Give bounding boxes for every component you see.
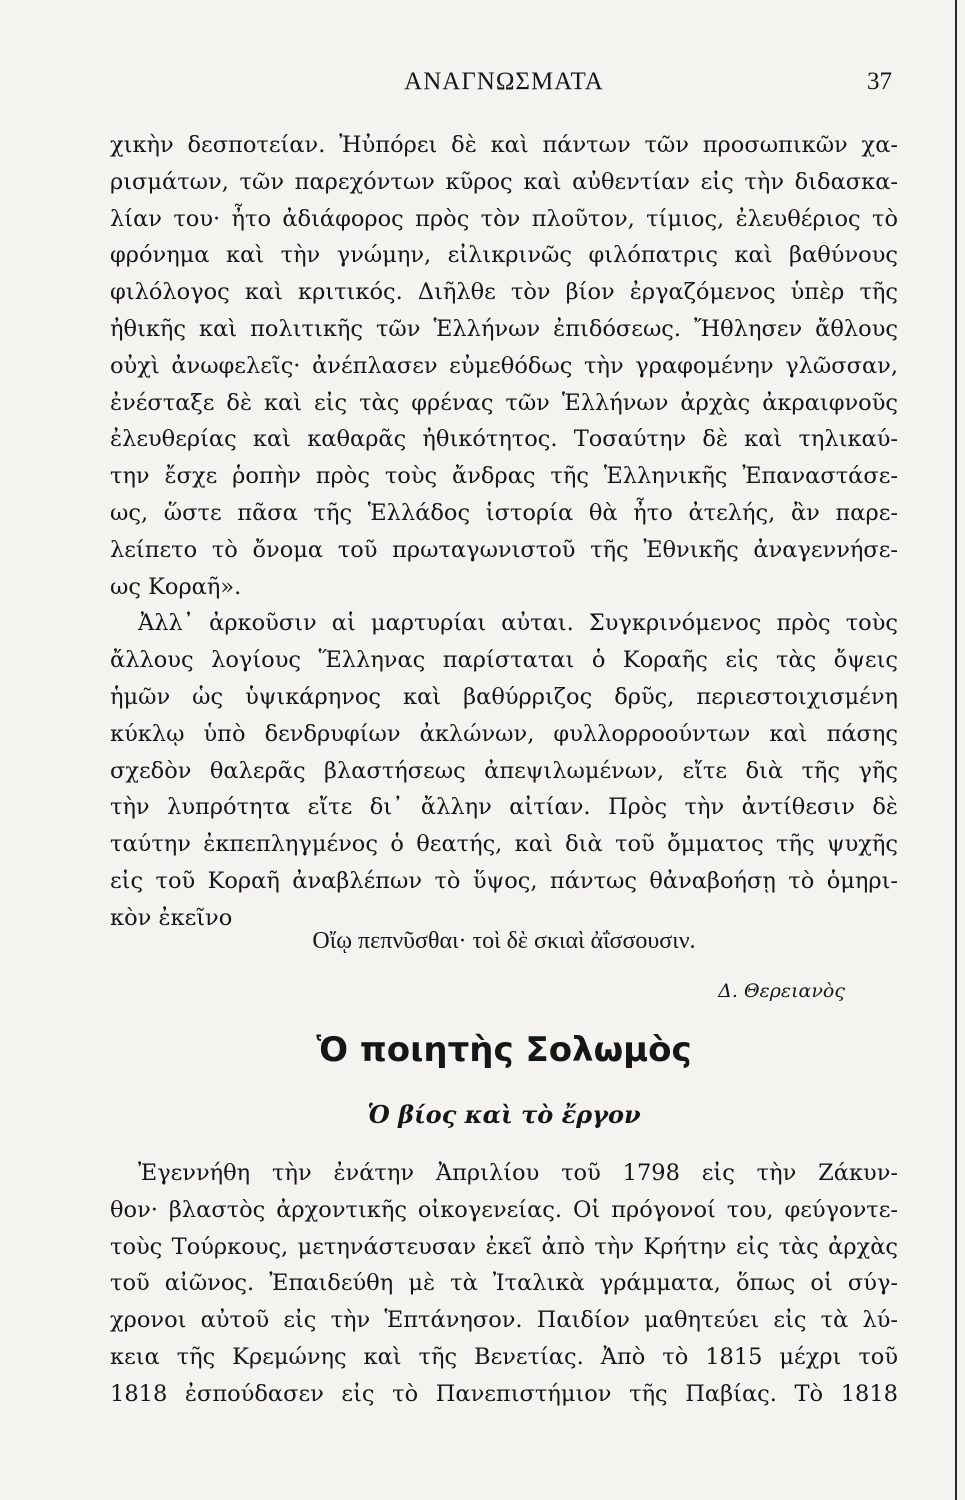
text-line: 1818 ἐσπούδασεν εἰς τὸ Πανεπιστήμιον τῆς Παβίας. Τὸ 1818 <box>110 1380 898 1407</box>
text-line: κὸν ἐκεῖνο <box>110 904 233 931</box>
text-line: θον· βλαστὸς ἀρχοντικῆς οἰκογενείας. Οἱ πρόγονοί του, φεύγοντε- <box>110 1196 898 1223</box>
text-line: την ἔσχε ῥοπὴν πρὸς τοὺς ἄνδρας τῆς Ἑλληνικῆς Ἐπαναστάσε- <box>110 463 898 490</box>
text-line: τοὺς Τούρκους, μετηνάστευσαν ἐκεῖ ἀπὸ τὴν Κρήτην εἰς τὰς ἀρχὰς <box>110 1233 898 1260</box>
text-line: κύκλῳ ὑπὸ δενδρυφίων ἀκλώνων, φυλλορροούντων καὶ πάσης <box>110 720 898 747</box>
text-line: τοῦ αἰῶνος. Ἐπαιδεύθη μὲ τὰ Ἰταλικὰ γράμματα, ὅπως οἱ σύγ- <box>110 1270 898 1297</box>
text-line: ρισμάτων, τῶν παρεχόντων κῦρος καὶ αὐθεντίαν εἰς τὴν διδασκα- <box>110 168 898 195</box>
passage-solomos <box>110 1155 898 1413</box>
text-line: λίαν του· ἦτο ἀδιάφορος πρὸς τὸν πλοῦτον, τίμιος, ἐλευθέριος τὸ <box>110 205 898 232</box>
text-line: ἐλευθερίας καὶ καθαρᾶς ἠθικότητος. Τοσαύτην δὲ καὶ τηλικαύ- <box>110 426 898 453</box>
text-line: τὴν λυπρότητα εἴτε δι᾽ ἄλλην αἰτίαν. Πρὸς τὴν ἀντίθεσιν δὲ <box>110 794 898 821</box>
text-line: ως Κοραῆ». <box>110 573 242 600</box>
author-signature: Δ. Θερειανὸς <box>718 980 845 1002</box>
homeric-verse-quote: Οἴῳ πεπνῦσθαι· τοὶ δὲ σκιαὶ ἀΐσσουσιν. <box>312 928 696 954</box>
text-line: εἰς τοῦ Κοραῆ ἀναβλέπων τὸ ὕψος, πάντως θἀναβοήσῃ τὸ ὁμηρι- <box>110 867 898 894</box>
text-line: σχεδὸν θαλερᾶς βλαστήσεως ἀπεψιλωμένων, εἴτε διὰ τῆς γῆς <box>110 757 898 784</box>
text-line: ἠθικῆς καὶ πολιτικῆς τῶν Ἑλλήνων ἐπιδόσεως. Ἤθλησεν ἄθλους <box>110 315 898 342</box>
text-line: λείπετο τὸ ὄνομα τοῦ πρωταγωνιστοῦ τῆς Ἐθνικῆς ἀναγεννήσε- <box>110 536 898 563</box>
page-edge-line <box>955 0 957 1500</box>
text-line: ἄλλους λογίους Ἕλληνας παρίσταται ὁ Κοραῆς εἰς τὰς ὄψεις <box>110 647 898 674</box>
page-number: 37 <box>867 68 892 95</box>
text-line: ως, ὥστε πᾶσα τῆς Ἑλλάδος ἱστορία θὰ ἦτο ἀτελής, ἂν παρε- <box>110 499 898 526</box>
passage-koraes <box>110 127 898 937</box>
text-line: ἡμῶν ὡς ὑψικάρηνος καὶ βαθύρριζος δρῦς, περιεστοιχισμένη <box>110 683 898 710</box>
text-line: φιλόλογος καὶ κριτικός. Διῆλθε τὸν βίον ἐργαζόμενος ὑπὲρ τῆς <box>110 279 898 306</box>
running-title: ΑΝΑΓΝΩΣΜΑΤΑ <box>404 68 604 95</box>
running-head <box>116 68 892 108</box>
text-line: φρόνημα καὶ τὴν γνώμην, εἰλικρινῶς φιλόπατρις καὶ βαθύνους <box>110 242 898 269</box>
text-line: ταύτην ἐκπεπληγμένος ὁ θεατής, καὶ διὰ τοῦ ὄμματος τῆς ψυχῆς <box>110 831 898 858</box>
section-subtitle: Ὁ βίος καὶ τὸ ἔργον <box>367 1100 641 1129</box>
text-line: χικὴν δεσποτείαν. Ἠὐπόρει δὲ καὶ πάντων τῶν προσωπικῶν χα- <box>110 132 898 158</box>
section-title: Ὁ ποιητὴς Σολωμὸς <box>316 1030 692 1070</box>
text-line: ἐνέσταξε δὲ καὶ εἰς τὰς φρένας τῶν Ἑλλήνων ἀρχὰς ἀκραιφνοῦς <box>110 389 898 416</box>
text-line: κεια τῆς Κρεμώνης καὶ τῆς Βενετίας. Ἀπὸ τὸ 1815 μέχρι τοῦ <box>110 1343 898 1370</box>
text-line: οὐχὶ ἀνωφελεῖς· ἀνέπλασεν εὐμεθόδως τὴν γραφομένην γλῶσσαν, <box>110 352 898 379</box>
text-line: Ἐγεννήθη τὴν ἐνάτην Ἀπριλίου τοῦ 1798 εἰς τὴν Ζάκυν- <box>138 1160 898 1186</box>
text-line: χρονοι αὐτοῦ εἰς τὴν Ἑπτάνησον. Παιδίον μαθητεύει εἰς τὰ λύ- <box>110 1307 898 1334</box>
text-line: Ἀλλ᾽ ἀρκοῦσιν αἱ μαρτυρίαι αὐται. Συγκρινόμενος πρὸς τοὺς <box>138 610 898 637</box>
